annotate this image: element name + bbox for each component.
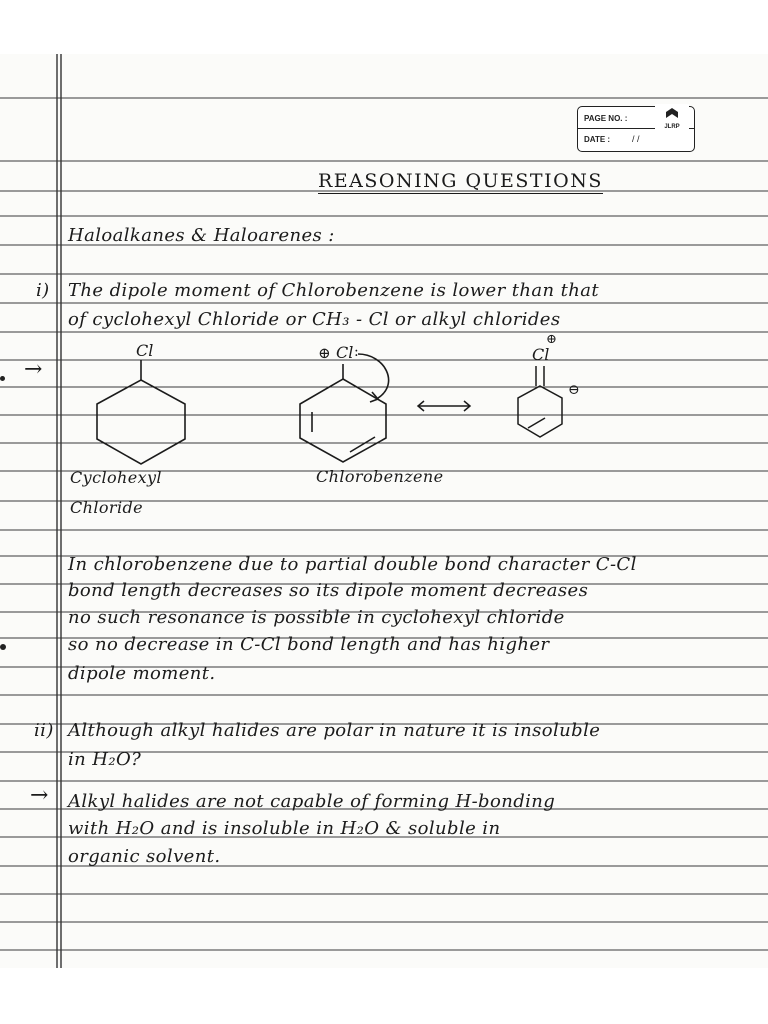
date-value: / / bbox=[632, 134, 640, 144]
lone-pair-dots: : bbox=[354, 344, 359, 360]
resonance-ring bbox=[518, 366, 562, 437]
cyclohexane-ring bbox=[97, 360, 185, 464]
benzene-charge-symbol: ⊕ bbox=[318, 344, 331, 362]
a1-line-2: bond length decreases so its dipole moment decreases bbox=[68, 580, 589, 601]
page-title: REASONING QUESTIONS bbox=[318, 170, 603, 192]
q1-line-2: of cyclohexyl Chloride or CH₃ - Cl or alkyl chlorides bbox=[68, 309, 561, 330]
a2-line-1: Alkyl halides are not capable of forming H-bonding bbox=[68, 791, 556, 812]
cyclohexyl-label-line-2: Chloride bbox=[70, 498, 143, 517]
cyclohexyl-cl-label: Cl bbox=[136, 341, 154, 360]
date-label: DATE : bbox=[584, 135, 611, 144]
a1-line-1: In chlorobenzene due to partial double bond character C-Cl bbox=[68, 554, 637, 575]
a2-arrow: → bbox=[30, 783, 49, 808]
resonance-cl-label: Cl bbox=[532, 345, 550, 364]
resonance-minus-charge: ⊖ bbox=[568, 382, 580, 398]
q2-line-2: in H₂O? bbox=[68, 749, 142, 770]
a2-line-3: organic solvent. bbox=[68, 846, 221, 867]
page-no-label: PAGE NO. : bbox=[584, 114, 628, 123]
notebook-page bbox=[0, 54, 768, 968]
q2-number: ii) bbox=[34, 720, 54, 741]
q1-line-1: The dipole moment of Chlorobenzene is lower than that bbox=[68, 280, 599, 301]
chlorobenzene-label: Chlorobenzene bbox=[316, 467, 444, 486]
logo-text: JLRP bbox=[664, 124, 680, 130]
q2-line-1: Although alkyl halides are polar in nature it is insoluble bbox=[68, 720, 601, 741]
resonance-plus-charge: ⊕ bbox=[546, 332, 557, 347]
a2-line-2: with H₂O and is insoluble in H₂O & soluble in bbox=[68, 818, 501, 839]
resonance-arrow bbox=[418, 401, 470, 411]
q1-number: i) bbox=[36, 280, 50, 301]
cyclohexyl-label-line-1: Cyclohexyl bbox=[70, 468, 162, 487]
a1-line-3: no such resonance is possible in cyclohexyl chloride bbox=[68, 607, 565, 628]
a1-line-5: dipole moment. bbox=[68, 663, 216, 684]
benzene-cl-label: Cl bbox=[336, 343, 354, 362]
q1-answer-arrow: → bbox=[24, 357, 43, 382]
benzene-ring bbox=[300, 354, 389, 462]
margin-dot-2 bbox=[0, 644, 6, 650]
section-subtitle: Haloalkanes & Haloarenes : bbox=[68, 225, 335, 246]
a1-line-4: so no decrease in C-Cl bond length and has higher bbox=[68, 634, 550, 655]
